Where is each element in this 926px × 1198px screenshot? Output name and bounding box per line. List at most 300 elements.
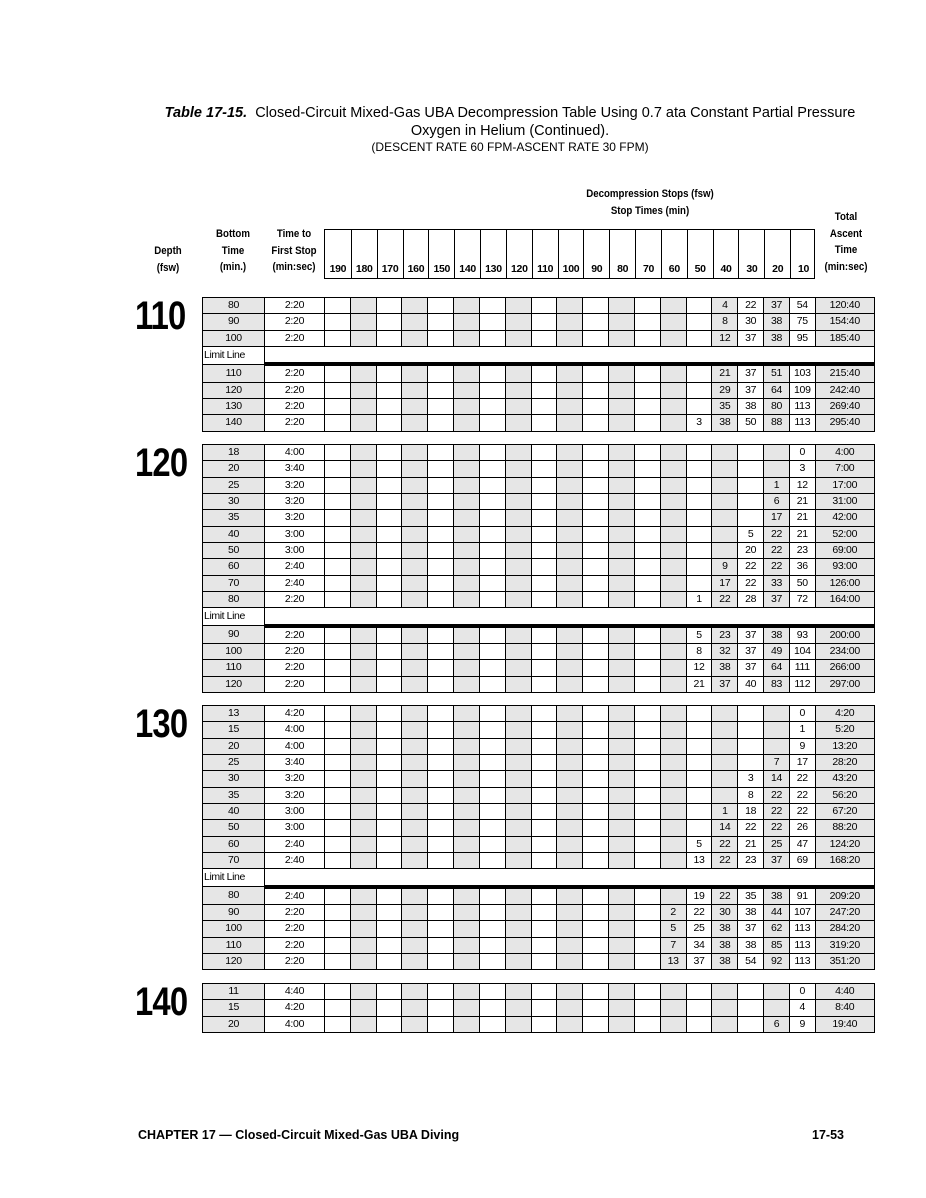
total-ascent-time-cell: 42:00	[815, 510, 874, 526]
table-row	[203, 445, 875, 461]
limit-line-bar	[265, 869, 875, 887]
total-ascent-time-cell: 8:40	[815, 1000, 874, 1016]
stop-time-cell	[325, 591, 351, 607]
stop-time-cell	[402, 754, 428, 770]
bottom-time-cell: 80	[203, 887, 265, 905]
stop-time-cell	[609, 787, 635, 803]
stop-time-cell	[557, 510, 583, 526]
time-to-first-stop-cell: 2:40	[265, 836, 325, 852]
stop-time-cell	[557, 382, 583, 398]
stop-time-cell	[738, 510, 764, 526]
bottom-time-cell: 90	[203, 626, 265, 644]
stop-time-cell	[325, 1000, 351, 1016]
stop-time-cell: 37	[738, 382, 764, 398]
table-row	[203, 754, 875, 770]
stop-time-cell	[583, 314, 609, 330]
stop-time-cell: 21	[789, 493, 815, 509]
stop-time-cell	[686, 493, 712, 509]
stop-time-cell: 23	[712, 626, 738, 644]
stop-time-cell	[428, 382, 454, 398]
bottom-time-cell: 18	[203, 445, 265, 461]
time-to-first-stop-cell: 2:20	[265, 364, 325, 382]
time-to-first-stop-cell: 3:00	[265, 526, 325, 542]
stop-time-cell	[609, 754, 635, 770]
stop-time-cell	[583, 510, 609, 526]
stop-time-cell	[479, 415, 505, 431]
stop-time-cell	[557, 575, 583, 591]
bottom-time-cell: 15	[203, 1000, 265, 1016]
depth-120-table	[202, 444, 875, 693]
stop-time-cell	[350, 676, 376, 692]
stop-time-cell	[660, 559, 686, 575]
stop-time-cell	[402, 1016, 428, 1032]
stop-depth-20: 20	[764, 230, 790, 278]
stop-time-cell	[609, 398, 635, 414]
stop-time-cell	[660, 722, 686, 738]
stop-time-cell	[531, 984, 557, 1000]
time-to-first-stop-cell: 2:20	[265, 382, 325, 398]
stop-time-cell	[350, 526, 376, 542]
stop-time-cell: 47	[789, 836, 815, 852]
stop-time-cell	[454, 415, 480, 431]
stop-time-cell	[376, 591, 402, 607]
stop-time-cell	[609, 904, 635, 920]
stop-time-cell	[350, 904, 376, 920]
stop-time-cell: 49	[764, 643, 790, 659]
stop-time-cell	[738, 754, 764, 770]
stop-time-cell	[402, 314, 428, 330]
stop-time-cell	[428, 676, 454, 692]
stop-time-cell: 88	[764, 415, 790, 431]
stop-time-cell	[583, 415, 609, 431]
stop-time-cell	[660, 526, 686, 542]
stop-time-cell	[479, 787, 505, 803]
stop-time-cell	[583, 754, 609, 770]
stop-time-cell	[531, 676, 557, 692]
time-to-first-stop-cell: 2:20	[265, 591, 325, 607]
stop-time-cell	[402, 542, 428, 558]
stop-time-cell	[660, 820, 686, 836]
stop-time-cell: 75	[789, 314, 815, 330]
stop-time-cell	[350, 510, 376, 526]
stop-time-cell: 107	[789, 904, 815, 920]
stop-time-cell	[686, 1016, 712, 1032]
stop-time-cell	[479, 921, 505, 937]
stop-time-cell	[634, 771, 660, 787]
stop-time-cell: 37	[764, 852, 790, 868]
time-to-first-stop-cell: 2:20	[265, 937, 325, 953]
stop-time-cell	[557, 836, 583, 852]
stop-time-cell	[350, 852, 376, 868]
limit-line-label: Limit Line	[203, 608, 265, 626]
stop-time-cell	[376, 542, 402, 558]
stop-time-cell	[325, 415, 351, 431]
stop-time-cell	[557, 493, 583, 509]
stop-time-cell	[350, 706, 376, 722]
stop-time-cell	[479, 984, 505, 1000]
stop-time-cell	[583, 904, 609, 920]
table-row	[203, 676, 875, 692]
stop-time-cell	[479, 676, 505, 692]
stop-time-cell	[376, 461, 402, 477]
stop-time-cell	[479, 771, 505, 787]
stop-time-cell	[583, 722, 609, 738]
stop-time-cell	[376, 493, 402, 509]
stop-time-cell: 8	[686, 643, 712, 659]
stop-time-cell	[402, 526, 428, 542]
stop-depth-130: 130	[480, 230, 506, 278]
stop-time-cell	[428, 1016, 454, 1032]
total-ascent-time-cell: 7:00	[815, 461, 874, 477]
stop-time-cell	[583, 477, 609, 493]
time-to-first-stop-cell: 3:00	[265, 542, 325, 558]
stop-time-cell: 113	[789, 937, 815, 953]
stop-time-cell	[350, 921, 376, 937]
stop-depth-10: 10	[790, 230, 816, 278]
stop-time-cell: 23	[789, 542, 815, 558]
stop-time-cell: 6	[764, 493, 790, 509]
stop-time-cell	[583, 526, 609, 542]
stop-time-cell: 112	[789, 676, 815, 692]
stop-time-cell	[609, 559, 635, 575]
time-to-first-stop-cell: 3:40	[265, 754, 325, 770]
stop-time-cell	[402, 738, 428, 754]
stop-time-cell	[634, 415, 660, 431]
stop-time-cell	[609, 461, 635, 477]
stop-time-cell	[479, 820, 505, 836]
stop-time-cell	[712, 526, 738, 542]
stop-time-cell	[634, 676, 660, 692]
total-ascent-time-cell: 4:00	[815, 445, 874, 461]
stop-time-cell	[609, 953, 635, 969]
stop-time-cell	[428, 984, 454, 1000]
stop-time-cell: 1	[764, 477, 790, 493]
bottom-time-cell: 50	[203, 820, 265, 836]
stop-time-cell	[505, 559, 531, 575]
stop-time-cell: 37	[712, 676, 738, 692]
stop-time-cell	[350, 771, 376, 787]
stop-time-cell	[583, 591, 609, 607]
stop-time-cell	[686, 559, 712, 575]
stop-time-cell	[634, 575, 660, 591]
stop-time-cell	[686, 382, 712, 398]
bottom-time-cell: 70	[203, 575, 265, 591]
time-to-first-stop-cell: 4:20	[265, 706, 325, 722]
table-row	[203, 314, 875, 330]
stop-time-cell	[376, 852, 402, 868]
stop-time-cell	[609, 542, 635, 558]
stop-depth-60: 60	[661, 230, 687, 278]
time-to-first-stop-cell: 2:20	[265, 660, 325, 676]
table-row	[203, 1016, 875, 1032]
stop-time-cell	[505, 542, 531, 558]
stop-time-cell: 22	[712, 591, 738, 607]
title-line-2: Oxygen in Helium (Continued).	[410, 123, 610, 139]
stop-time-cell	[557, 887, 583, 905]
stop-time-cell	[428, 526, 454, 542]
table-row	[203, 643, 875, 659]
stop-time-cell	[686, 445, 712, 461]
stop-time-cell: 104	[789, 643, 815, 659]
stop-time-cell	[609, 575, 635, 591]
stop-time-cell	[531, 820, 557, 836]
stop-time-cell	[557, 415, 583, 431]
stop-time-cell	[557, 984, 583, 1000]
stop-time-cell: 54	[789, 298, 815, 314]
total-ascent-time-cell: 120:40	[815, 298, 874, 314]
stop-time-cell: 38	[764, 330, 790, 346]
stop-time-cell	[634, 510, 660, 526]
bottom-time-cell: 13	[203, 706, 265, 722]
time-to-first-stop-cell: 4:00	[265, 722, 325, 738]
stop-time-cell: 64	[764, 660, 790, 676]
stop-time-cell: 64	[764, 382, 790, 398]
stop-time-cell	[738, 493, 764, 509]
stop-time-cell	[531, 364, 557, 382]
stop-time-cell	[402, 591, 428, 607]
time-to-first-stop-cell: 3:00	[265, 820, 325, 836]
stop-time-cell	[738, 738, 764, 754]
stop-time-cell	[634, 526, 660, 542]
table-row	[203, 477, 875, 493]
stop-time-cell	[505, 398, 531, 414]
stop-time-cell	[428, 542, 454, 558]
table-row	[203, 542, 875, 558]
limit-line-label: Limit Line	[203, 869, 265, 887]
table-row	[203, 298, 875, 314]
table-row	[203, 1000, 875, 1016]
stop-time-cell	[583, 1000, 609, 1016]
table-row	[203, 887, 875, 905]
stop-time-cell	[634, 626, 660, 644]
stop-time-cell	[325, 676, 351, 692]
stop-time-cell	[634, 953, 660, 969]
stop-time-cell	[376, 953, 402, 969]
table-row	[203, 904, 875, 920]
stop-time-cell	[325, 1016, 351, 1032]
stop-time-cell: 8	[712, 314, 738, 330]
stop-time-cell	[376, 364, 402, 382]
stop-time-cell	[686, 803, 712, 819]
stop-time-cell	[376, 398, 402, 414]
stop-time-cell	[325, 298, 351, 314]
stop-time-cell	[583, 676, 609, 692]
stop-time-cell	[609, 1000, 635, 1016]
stop-time-cell	[634, 722, 660, 738]
stop-time-cell: 1	[686, 591, 712, 607]
stop-time-cell: 23	[738, 852, 764, 868]
total-ascent-time-cell: 126:00	[815, 575, 874, 591]
stop-time-cell: 7	[764, 754, 790, 770]
stop-time-cell	[609, 445, 635, 461]
stop-time-cell: 20	[738, 542, 764, 558]
stop-time-cell	[505, 1000, 531, 1016]
stop-time-cell	[634, 1016, 660, 1032]
stop-time-cell	[609, 1016, 635, 1032]
stop-time-cell: 95	[789, 330, 815, 346]
stop-time-cell: 83	[764, 676, 790, 692]
stop-time-cell	[660, 1016, 686, 1032]
footer-page-number: 17-53	[812, 1128, 844, 1142]
stop-time-cell	[428, 398, 454, 414]
stop-time-cell	[376, 382, 402, 398]
stop-time-cell	[505, 382, 531, 398]
stop-time-cell	[634, 591, 660, 607]
time-to-first-stop-cell: 2:20	[265, 626, 325, 644]
stop-time-cell: 22	[764, 526, 790, 542]
stop-time-cell	[479, 836, 505, 852]
stop-time-cell: 37	[738, 643, 764, 659]
time-to-first-stop-cell: 4:00	[265, 445, 325, 461]
stop-time-cell	[454, 575, 480, 591]
total-ascent-time-cell: 185:40	[815, 330, 874, 346]
stop-time-cell	[531, 921, 557, 937]
stop-time-cell	[609, 415, 635, 431]
stop-time-cell: 37	[738, 330, 764, 346]
stop-time-cell	[634, 398, 660, 414]
stop-time-cell	[402, 559, 428, 575]
stop-time-cell	[325, 493, 351, 509]
stop-time-cell	[505, 754, 531, 770]
total-ascent-time-cell: 13:20	[815, 738, 874, 754]
stop-time-cell	[454, 314, 480, 330]
stop-time-cell	[686, 706, 712, 722]
bottom-time-cell: 25	[203, 477, 265, 493]
stop-time-cell	[479, 575, 505, 591]
stop-time-cell	[686, 477, 712, 493]
stop-time-cell	[350, 461, 376, 477]
stop-time-cell	[583, 364, 609, 382]
stop-time-cell: 51	[764, 364, 790, 382]
stop-time-cell	[557, 738, 583, 754]
stop-time-cell	[350, 330, 376, 346]
stop-time-cell	[531, 953, 557, 969]
stop-time-cell	[325, 542, 351, 558]
stop-time-cell	[583, 1016, 609, 1032]
stop-time-cell	[609, 364, 635, 382]
stop-time-cell	[325, 706, 351, 722]
stop-time-cell	[660, 382, 686, 398]
stop-time-cell: 38	[764, 887, 790, 905]
stop-time-cell	[764, 445, 790, 461]
stop-time-cell	[583, 787, 609, 803]
stop-time-cell	[505, 445, 531, 461]
stop-time-cell	[479, 445, 505, 461]
stop-time-cell	[325, 904, 351, 920]
stop-time-cell	[402, 803, 428, 819]
stop-time-cell: 1	[712, 803, 738, 819]
table-row	[203, 722, 875, 738]
stop-time-cell	[531, 904, 557, 920]
stop-time-cell: 21	[789, 526, 815, 542]
stop-time-cell: 37	[738, 364, 764, 382]
stop-time-cell	[350, 626, 376, 644]
stop-time-cell: 37	[738, 660, 764, 676]
limit-line-row	[203, 869, 875, 887]
stop-time-cell: 37	[686, 953, 712, 969]
stop-time-cell	[428, 754, 454, 770]
stop-time-cell	[583, 921, 609, 937]
bottom-time-cell: 110	[203, 364, 265, 382]
stop-time-cell	[531, 771, 557, 787]
stop-time-cell	[505, 510, 531, 526]
total-ascent-time-cell: 5:20	[815, 722, 874, 738]
stop-time-cell	[531, 937, 557, 953]
stop-time-cell	[583, 382, 609, 398]
stop-time-cell	[505, 660, 531, 676]
stop-depth-40: 40	[713, 230, 739, 278]
stop-time-cell	[325, 461, 351, 477]
stop-time-cell	[738, 445, 764, 461]
stop-time-cell	[428, 706, 454, 722]
stop-time-cell	[350, 953, 376, 969]
stop-time-cell	[531, 803, 557, 819]
stop-time-cell	[686, 754, 712, 770]
stop-time-cell: 9	[712, 559, 738, 575]
stop-time-cell	[660, 660, 686, 676]
stop-time-cell	[428, 887, 454, 905]
time-to-first-stop-cell: 3:20	[265, 510, 325, 526]
stop-time-cell	[660, 415, 686, 431]
stop-time-cell	[402, 852, 428, 868]
stop-time-cell: 8	[738, 787, 764, 803]
time-to-first-stop-cell: 2:20	[265, 298, 325, 314]
stop-time-cell: 38	[738, 937, 764, 953]
bottom-time-cell: 100	[203, 643, 265, 659]
stop-time-cell	[505, 591, 531, 607]
stop-time-cell	[402, 921, 428, 937]
stop-time-cell: 38	[764, 626, 790, 644]
stop-time-cell	[376, 921, 402, 937]
stop-time-cell: 12	[686, 660, 712, 676]
table-row	[203, 526, 875, 542]
stop-time-cell	[402, 787, 428, 803]
stop-time-cell	[505, 415, 531, 431]
stop-time-cell	[660, 591, 686, 607]
stop-time-cell	[350, 1016, 376, 1032]
stop-time-cell: 22	[738, 559, 764, 575]
bottom-time-cell: 80	[203, 591, 265, 607]
stop-time-cell: 111	[789, 660, 815, 676]
stop-time-cell	[428, 626, 454, 644]
stop-time-cell	[376, 526, 402, 542]
table-number: Table 17-15.	[164, 105, 248, 121]
stop-time-cell	[376, 803, 402, 819]
stop-time-cell	[712, 754, 738, 770]
stop-time-cell	[712, 722, 738, 738]
stop-time-cell	[428, 803, 454, 819]
stop-time-cell	[454, 382, 480, 398]
stop-time-cell	[325, 787, 351, 803]
stop-time-cell	[402, 937, 428, 953]
stop-time-cell	[454, 706, 480, 722]
stop-time-cell: 22	[789, 803, 815, 819]
stop-time-cell	[479, 722, 505, 738]
stop-time-cell	[505, 904, 531, 920]
stop-time-cell	[557, 461, 583, 477]
stop-time-cell: 40	[738, 676, 764, 692]
stop-time-cell	[479, 904, 505, 920]
stop-time-cell	[402, 660, 428, 676]
stop-time-cell	[531, 445, 557, 461]
stop-time-cell	[634, 298, 660, 314]
stop-time-cell	[479, 461, 505, 477]
stop-time-cell	[738, 722, 764, 738]
stop-time-cell	[634, 559, 660, 575]
stop-time-cell: 44	[764, 904, 790, 920]
stop-time-cell	[583, 445, 609, 461]
total-ascent-time-cell: 124:20	[815, 836, 874, 852]
